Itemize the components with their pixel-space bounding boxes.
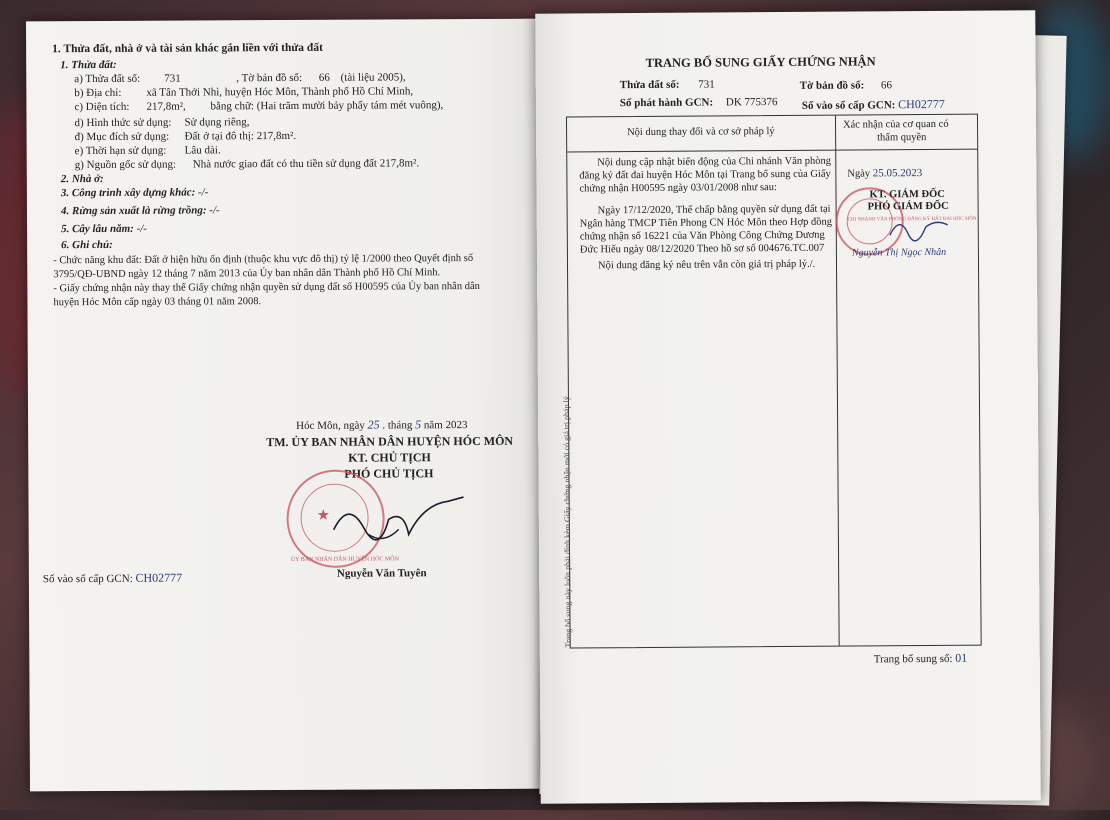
cert-book-number: Số vào sổ cấp GCN: CH02777 (42, 570, 183, 586)
content-line: Đức Hiếu ngày 08/12/2020 Theo hồ sơ số 004676.TC.007 (579, 242, 825, 256)
confirm-vice: PHÓ GIÁM ĐỐC (867, 200, 949, 213)
content-line: Ngân hàng TMCP Tiên Phong CN Hóc Môn theo Hợp đồng (579, 216, 833, 230)
supplement-number: Trang bổ sung số: 01 (873, 650, 968, 666)
star-icon: ★ (316, 507, 331, 524)
address-row: b) Địa chỉ: xã Tân Thới Nhì, huyện Hóc Môn, Thành phố Hồ Chí Minh, (74, 85, 414, 100)
chair-signature (328, 489, 468, 550)
seal-text: CHI NHÁNH VĂN PHÒNG ĐĂNG KÝ ĐẤT ĐAI HÓC MÔN (847, 216, 977, 223)
section-title: 1. Thửa đất, nhà ở và tài sản khác gắn liền với thửa đất (52, 41, 323, 56)
margin-note: Trang bổ sung này luôn phải đính kèm Giấy chứng nhận mới có giá trị pháp lý (561, 396, 573, 648)
use-purpose-row: đ) Mục đích sử dụng: Đất ở tại đô thị: 217,8m². (74, 129, 297, 144)
book-info-row: Số vào sổ cấp GCN: CH02777 (801, 96, 945, 112)
note-line: huyện Hóc Môn cấp ngày 03 tháng 01 năm 2008. (53, 296, 262, 309)
vice-chair: PHÓ CHỦ TỊCH (344, 466, 434, 481)
director-signature (886, 211, 956, 245)
sign-date: Hóc Môn, ngày 25 . tháng 5 năm 2023 (296, 417, 468, 432)
map-info-row: Tờ bản đồ số: 66 (799, 79, 893, 92)
changes-table (566, 114, 982, 649)
perennial-row: 5. Cây lâu năm: -/- (61, 222, 147, 236)
content-line: Ngày 17/12/2020, Thế chấp bằng quyền sử dụng đất tại (597, 203, 831, 217)
content-line: chứng nhận số 16221 của Văn Phòng Công Chứng Dương (579, 229, 825, 243)
right-page (535, 10, 1041, 803)
use-term-row: e) Thời hạn sử dụng: Lâu dài. (74, 144, 221, 158)
use-form-row: d) Hình thức sử dụng: Sử dụng riêng, (74, 116, 250, 130)
content-line: đăng ký đất đai huyện Hóc Môn tại Trang bổ sung của Giấy (579, 168, 831, 182)
seal-text: ỦY BAN NHÂN DÂN HUYỆN HÓC MÔN (290, 556, 399, 563)
content-line: chứng nhận H00595 ngày 03/01/2008 như sau: (579, 182, 777, 195)
other-works-row: 3. Công trình xây dựng khác: -/- (60, 186, 209, 200)
supplement-title: TRANG BỔ SUNG GIẤY CHỨNG NHẬN (645, 54, 876, 70)
parcel-number-row: a) Thửa đất số: 731 , Tờ bản đồ số: 66 (tài liệu 2005), (74, 71, 406, 86)
issue-info-row: Số phát hành GCN: DK 775376 (619, 96, 778, 110)
use-origin-row: g) Nguồn gốc sử dụng: Nhà nước giao đất có thu tiền sử dụng đất 217,8m². (74, 157, 420, 172)
col-header-content: Nội dung thay đổi và cơ sở pháp lý (627, 126, 775, 139)
confirm-signer: Nguyễn Thị Ngọc Nhân (851, 246, 947, 259)
parcel-info-row: Thửa đất số: 731 (619, 78, 715, 92)
parcel-heading: 1. Thửa đất: (60, 58, 117, 72)
content-line: Nội dung cập nhật biến động của Chi nhánh Văn phòng (597, 155, 832, 169)
confirm-date: Ngày 25.05.2023 (847, 167, 923, 180)
note-line: - Chức năng khu đất: Đất ở hiện hữu ổn định (thuộc khu vực đô thị) tỷ lệ 1/2000 theo Quyết định số (53, 253, 474, 267)
chair-name: Nguyễn Văn Tuyên (336, 567, 427, 580)
note-line: 3795/QĐ-UBND ngày 12 tháng 7 năm 2013 của Ủy ban nhân dân Thành phố Hồ Chí Minh. (53, 267, 441, 281)
area-row: c) Diện tích: 217,8m², bằng chữ: (Hai trăm mười bảy phẩy tám mét vuông), (74, 99, 444, 114)
note-line: - Giấy chứng nhận này thay thế Giấy chứng nhận quyền sử dụng đất số H00595 của Ủy ban nhân dân (53, 280, 480, 295)
kt-chair: KT. CHỦ TỊCH (348, 450, 431, 465)
content-line: Nội dung đăng ký nêu trên vẫn còn giá trị pháp lý./. (597, 258, 816, 272)
house-heading: 2. Nhà ở: (60, 172, 104, 186)
col-header-confirm: Xác nhận của cơ quan có (842, 118, 949, 131)
confirm-kt: KT. GIÁM ĐỐC (869, 188, 945, 201)
forest-row: 4. Rừng sản xuất là rừng trồng: -/- (60, 204, 220, 218)
notes-heading: 6. Ghi chú: (61, 238, 113, 252)
left-page (26, 19, 550, 792)
col-header-confirm: thẩm quyền (877, 132, 927, 144)
committee-title: TM. ỦY BAN NHÂN DÂN HUYỆN HÓC MÔN (266, 433, 514, 450)
